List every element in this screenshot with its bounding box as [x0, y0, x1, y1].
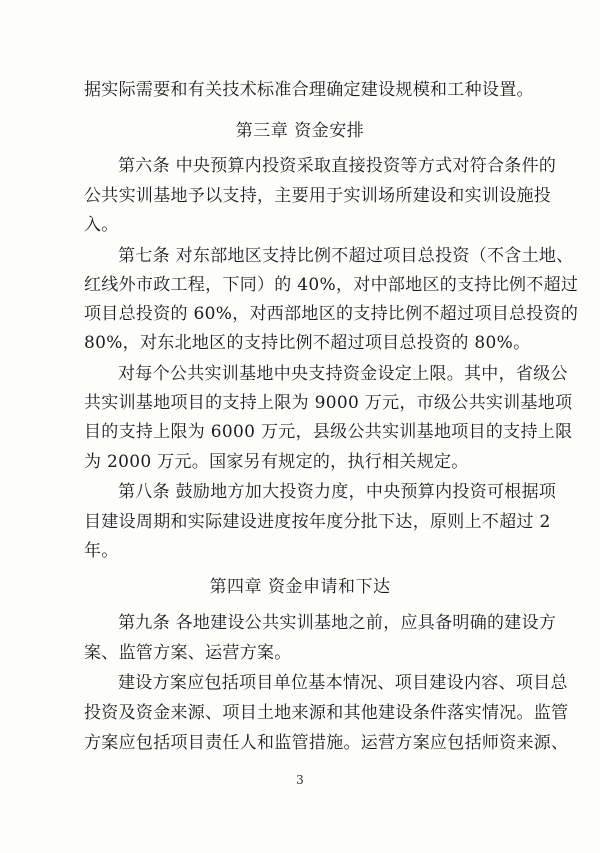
intro-line: 据实际需要和有关技术标准合理确定建设规模和工种设置。	[84, 80, 534, 100]
limits-line-2: 共实训基地项目的支持上限为 9000 万元，市级公共实训基地项	[84, 393, 573, 413]
article-7-line-4: 80%，对东北地区的支持比例不超过项目总投资的 80%。	[84, 333, 531, 353]
article-8-line-1: 第八条 鼓励地方加大投资力度，中央预算内投资可根据项	[118, 482, 557, 502]
article-7-line-3: 项目总投资的 60%，对西部地区的支持比例不超过项目总投资的	[84, 304, 579, 324]
limits-line-4: 为 2000 万元。国家另有规定的，执行相关规定。	[84, 452, 469, 472]
chapter-4-heading: 第四章 资金申请和下达	[209, 577, 391, 597]
article-7-line-2: 红线外市政工程，下同）的 40%，对中部地区的支持比例不超过	[84, 275, 579, 295]
plan-line-1: 建设方案应包括项目单位基本情况、项目建设内容、项目总	[118, 673, 568, 693]
article-8-line-3: 年。	[84, 541, 119, 561]
article-6-line-3: 入。	[84, 215, 119, 235]
article-9-line-1: 第九条 各地建设公共实训基地之前，应具备明确的建设方	[118, 613, 557, 633]
article-8-line-2: 目建设周期和实际建设进度按年度分批下达，原则上不超过 2	[84, 512, 551, 532]
limits-line-1: 对每个公共实训基地中央支持资金设定上限。其中，省级公	[118, 364, 568, 384]
article-7-line-1: 第七条 对东部地区支持比例不超过项目总投资（不含土地、	[118, 246, 574, 266]
article-9-line-2: 案、监管方案、运营方案。	[84, 643, 292, 663]
article-6-line-1: 第六条 中央预算内投资采取直接投资等方式对符合条件的	[118, 156, 557, 176]
chapter-3-heading: 第三章 资金安排	[235, 121, 365, 141]
article-6-line-2: 公共实训基地予以支持，主要用于实训场所建设和实训设施投	[84, 186, 552, 206]
plan-line-3: 方案应包括项目责任人和监管措施。运营方案应包括师资来源、	[84, 733, 569, 753]
limits-line-3: 目的支持上限为 6000 万元，县级公共实训基地项目的支持上限	[84, 422, 573, 442]
plan-line-2: 投资及资金来源、项目土地来源和其他建设条件落实情况。监管	[84, 703, 569, 723]
page-number: 3	[296, 773, 304, 787]
